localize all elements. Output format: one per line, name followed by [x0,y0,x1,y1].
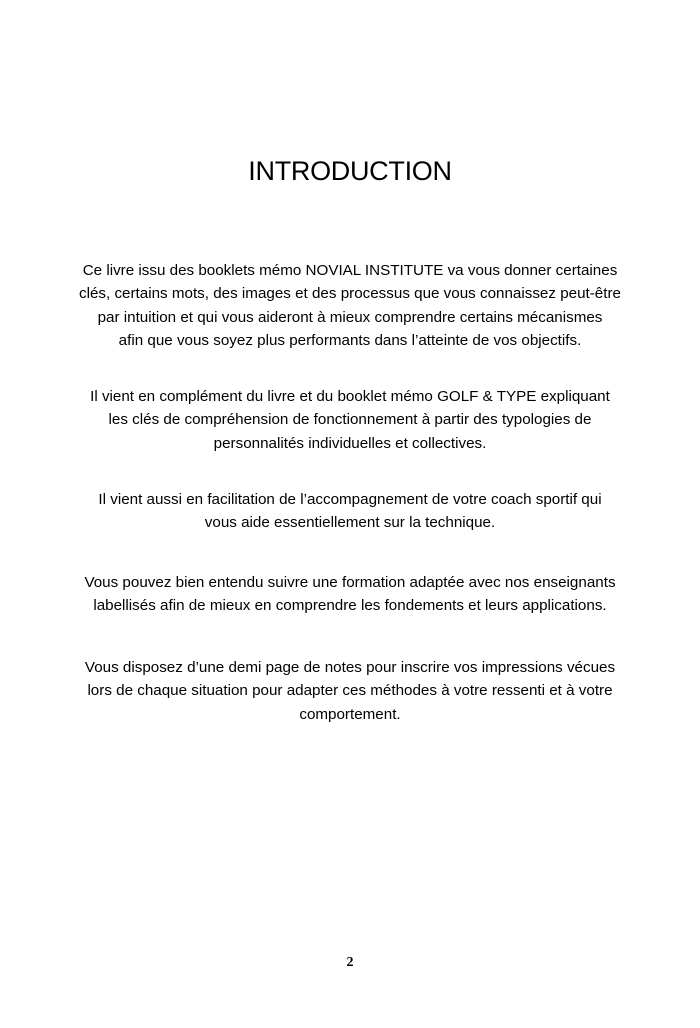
paragraph-line: personnalités individuelles et collectives. [213,434,487,452]
intro-paragraph-1 [70,259,630,353]
paragraph-line: vous aide essentiellement sur la technique. [204,514,496,532]
paragraph-line: clés, certains mots, des images et des processus que vous connaissez peut-être [79,285,621,303]
paragraph-line: Vous disposez d’une demi page de notes pour inscrire vos impressions vécues [84,659,616,676]
paragraph-line: par intuition et qui vous aideront à mieux comprendre certains mécanismes [97,308,603,326]
paragraph-line: Ce livre issu des booklets mémo NOVIAL INSTITUTE va vous donner certaines [82,262,618,279]
intro-paragraph-4 [70,571,630,618]
intro-paragraph-2 [70,385,630,455]
intro-paragraph-5 [70,656,630,726]
paragraph-line: comportement. [299,705,401,723]
intro-paragraph-3 [70,488,630,535]
page-number: 2 [346,955,354,970]
paragraph-line: lors de chaque situation pour adapter ces méthodes à votre ressenti et à votre [87,682,613,700]
page-title: INTRODUCTION [248,156,452,186]
paragraph-line: labellisés afin de mieux en comprendre les fondements et leurs applications. [93,597,607,615]
paragraph-line: Il vient en complément du livre et du booklet mémo GOLF & TYPE expliquant [90,388,610,405]
paragraph-line: les clés de compréhension de fonctionnement à partir des typologies de [108,411,592,429]
paragraph-line: Vous pouvez bien entendu suivre une formation adaptée avec nos enseignants [84,574,616,591]
paragraph-line: afin que vous soyez plus performants dans l’atteinte de vos objectifs. [118,332,582,350]
paragraph-line: Il vient aussi en facilitation de l’accompagnement de votre coach sportif qui [98,491,602,508]
